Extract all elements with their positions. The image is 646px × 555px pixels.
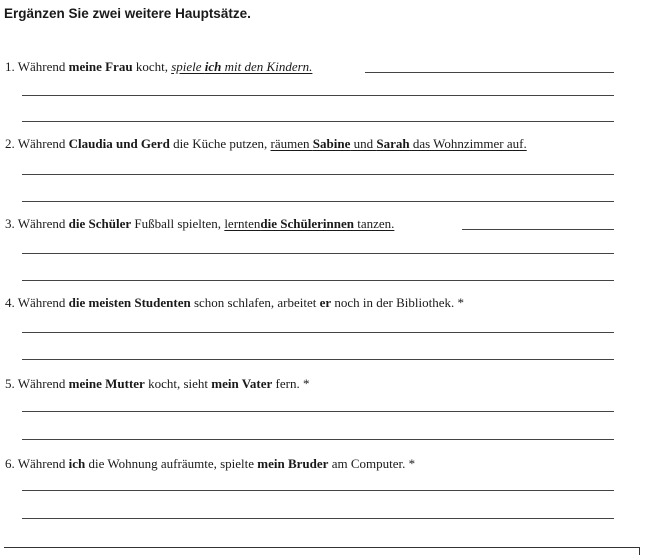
page-border-edge [639,547,640,555]
answer-text: spiele ich mit den Kindern. [171,59,313,74]
exercise-item-1: 1. Während meine Frau kocht, spiele ich mit den Kindern. [5,59,313,74]
subject: die Schüler [68,216,132,231]
answer-line[interactable] [365,72,614,73]
subject: die meisten Studenten [68,295,191,310]
exercise-item-4: 4. Während die meisten Studenten schon schlafen, arbeitet er noch in der Bibliothek. * [5,295,465,310]
answer-line[interactable] [22,201,614,202]
verb-subject: er [319,295,332,310]
answer-line[interactable] [22,411,614,412]
answer-line[interactable] [22,359,614,360]
item-number: 1. [5,59,15,74]
subject: Claudia und Gerd [68,136,170,151]
exercise-item-3: 3. Während die Schüler Fußball spielten, lerntendie Schülerinnen tanzen. [5,216,395,231]
page-border [4,547,640,548]
answer-line[interactable] [22,332,614,333]
verb-subject: mein Bruder [257,456,329,471]
subject: ich [68,456,86,471]
item-number: 4. [5,295,15,310]
exercise-item-5: 5. Während meine Mutter kocht, sieht mein Vater fern. * [5,376,310,391]
verb-subject: mein Vater [211,376,273,391]
answer-line[interactable] [22,95,614,96]
item-number: 5. [5,376,15,391]
answer-text: räumen Sabine und Sarah das Wohnzimmer auf. [270,136,527,151]
subject: meine Mutter [68,376,145,391]
exercise-title: Ergänzen Sie zwei weitere Hauptsätze. [4,6,251,21]
answer-line[interactable] [22,439,614,440]
answer-line[interactable] [22,174,614,175]
subject: meine Frau [68,59,133,74]
answer-text: lerntendie Schülerinnen tanzen. [224,216,395,231]
item-number: 6. [5,456,15,471]
exercise-item-2: 2. Während Claudia und Gerd die Küche putzen, räumen Sabine und Sarah das Wohnzimmer auf. [5,136,527,151]
answer-line[interactable] [22,253,614,254]
answer-line[interactable] [22,518,614,519]
item-number: 3. [5,216,15,231]
answer-line[interactable] [22,490,614,491]
answer-line[interactable] [462,229,614,230]
answer-line[interactable] [22,280,614,281]
exercise-item-6: 6. Während ich die Wohnung aufräumte, spielte mein Bruder am Computer. * [5,456,416,471]
item-number: 2. [5,136,15,151]
answer-line[interactable] [22,121,614,122]
